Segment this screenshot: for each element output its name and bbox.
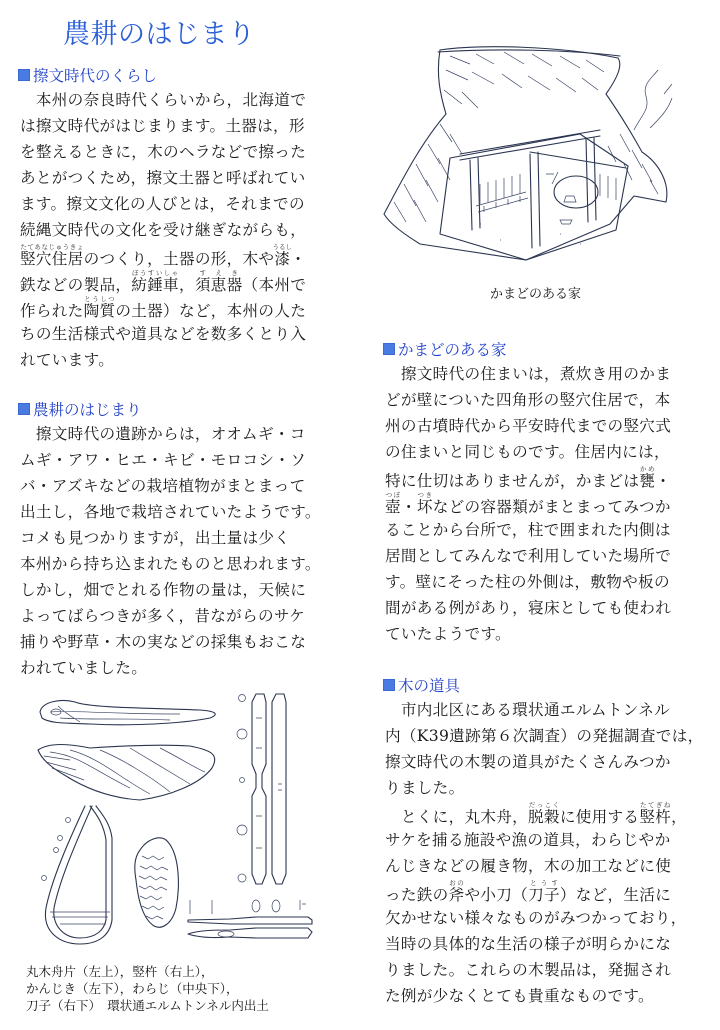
text-segment: よってばらつきが多く，昔ながらのサケ	[20, 607, 305, 625]
ruby-word	[20, 243, 84, 268]
ruby-base: 斧	[448, 886, 465, 904]
text-segment: ることから台所で，柱で囲まれた内側は	[385, 521, 671, 539]
text-segment: ちの生活様式や道具などを数多くとり入	[20, 325, 307, 343]
ruby-reading: とうしつ	[83, 295, 116, 303]
text-segment: 擦文時代の住まいは，煮炊き用のかま	[385, 365, 672, 383]
text-line	[385, 879, 703, 905]
text-line	[20, 473, 321, 499]
text-line	[20, 139, 306, 165]
ruby-reading: おの	[448, 879, 465, 887]
text-segment: 擦文時代の木製の道具がたくさんみつか	[385, 753, 671, 771]
section-body-agriculture	[20, 421, 321, 681]
text-segment: ，	[671, 808, 688, 826]
section-body-kamado-house	[385, 361, 671, 647]
text-segment: 作られた	[20, 302, 84, 320]
house-caption: かまどのある家	[490, 287, 582, 302]
tools-caption	[26, 963, 269, 1014]
section-heading-text: かまどのある家	[398, 341, 507, 359]
text-line	[20, 421, 321, 447]
text-line	[20, 113, 306, 139]
text-segment: われていました。	[20, 659, 148, 677]
text-line	[385, 595, 671, 621]
text-segment: しかし，畑でとれる作物の量は，天候に	[20, 581, 307, 599]
text-line	[20, 447, 321, 473]
section-body-wooden-tools	[385, 697, 703, 1009]
section-heading-wooden-tools	[383, 674, 460, 696]
text-line	[385, 413, 671, 439]
text-line	[385, 827, 703, 853]
text-line	[385, 723, 703, 749]
page-title: 農耕のはじまり	[63, 19, 256, 50]
square-bullet-icon	[18, 69, 30, 81]
text-segment: ・	[290, 250, 307, 268]
text-segment: コメも見つかりますが，出土量は少く	[20, 529, 291, 547]
text-segment: ・	[655, 472, 672, 490]
text-segment: ます。擦文文化の人びとは，それまでの	[20, 195, 305, 213]
text-segment: （本州で	[242, 276, 307, 294]
wooden-tools-icon	[30, 688, 340, 950]
kanjiki-snowshoe-drawing	[42, 806, 113, 944]
dugout-canoe-drawing	[40, 700, 215, 724]
caption-line: 丸木舟片（左上），竪杵（右上），	[26, 964, 214, 979]
text-segment: バ・アズキなどの栽培植物がまとまって	[20, 477, 306, 495]
text-line	[385, 517, 671, 543]
text-segment: ていたようです。	[385, 625, 511, 643]
text-segment: す。壁にそった柱の外側は，敷物や板の	[385, 573, 670, 591]
caption-line: 刀子（右下） 環状通エルムトンネル内出土	[26, 998, 269, 1013]
ruby-word	[194, 269, 243, 294]
text-segment: ・	[400, 498, 417, 516]
text-segment: のつくり，土器の形，木や	[83, 250, 275, 268]
text-segment: サケを捕る施設や漁の道具，わらじやか	[385, 831, 671, 849]
ruby-word	[385, 491, 401, 516]
text-segment: 本州から持ち込まれたものと思われます。	[20, 555, 321, 573]
ruby-word	[639, 465, 656, 490]
text-segment: などの容器類がまとまってみつか	[432, 498, 671, 516]
ruby-reading: とうす	[528, 879, 560, 887]
text-segment: の住まいと同じものです。住居内には，	[385, 443, 670, 461]
text-line	[385, 957, 703, 983]
text-line	[385, 749, 703, 775]
ruby-word	[448, 879, 465, 904]
ruby-reading: すえき	[194, 269, 243, 277]
ruby-base: 須恵器	[194, 276, 243, 294]
text-line	[20, 87, 306, 113]
section-heading-kamado-house	[383, 338, 507, 360]
text-segment: 擦文時代の遺跡からは，オオムギ・コ	[20, 425, 306, 443]
text-segment: んじきなどの履き物，木の加工などに使	[385, 857, 672, 875]
text-segment: 捕りや野草・木の実などの採集もおこな	[20, 633, 307, 651]
section-heading-satsumon-life	[18, 64, 157, 86]
text-segment: った鉄の	[385, 886, 449, 904]
text-line	[385, 931, 703, 957]
text-line	[385, 697, 703, 723]
text-segment: 欠かせない様々なものがみつかっており，	[385, 909, 687, 927]
text-line	[385, 801, 703, 827]
text-line	[20, 191, 306, 217]
text-segment: りました。これらの木製品は，発掘され	[385, 961, 672, 979]
text-segment: とくに，丸木舟，	[385, 808, 529, 826]
text-line	[20, 499, 321, 525]
ruby-word	[528, 801, 560, 826]
tousu-knife-drawing	[188, 900, 312, 938]
ruby-base: 坏	[416, 498, 433, 516]
ruby-word	[639, 801, 672, 826]
text-line	[20, 269, 306, 295]
text-line	[20, 603, 321, 629]
ruby-word	[131, 269, 179, 294]
waraji-sandal-drawing	[135, 838, 179, 927]
text-segment: 当時の具体的な生活の様子が明らかにな	[385, 935, 672, 953]
ruby-reading: だっこく	[528, 801, 560, 809]
text-segment: 市内北区にある環状通エルムトンネル	[385, 701, 670, 719]
text-segment: は擦文時代がはじまります。土器は，形	[20, 117, 305, 135]
text-segment: を整えるときに，木のヘラなどで擦った	[20, 143, 307, 161]
text-line	[20, 655, 321, 681]
section-body-satsumon-life	[20, 87, 306, 373]
text-line	[385, 543, 671, 569]
ruby-reading: かめ	[639, 465, 656, 473]
text-line	[20, 525, 321, 551]
text-line	[385, 569, 671, 595]
text-segment: りました。	[385, 779, 465, 797]
ruby-reading: つき	[416, 491, 433, 499]
text-line	[20, 243, 306, 269]
pit-dwelling-icon	[380, 34, 690, 270]
ruby-base: 竪杵	[639, 808, 672, 826]
square-bullet-icon	[18, 403, 30, 415]
section-heading-text: 農耕のはじまり	[33, 401, 142, 419]
kamado-house-illustration	[380, 34, 690, 270]
wooden-tools-illustration	[30, 688, 340, 950]
dugout-canoe-section-drawing	[38, 745, 215, 801]
text-line	[20, 629, 321, 655]
tateginu-pestle-drawing	[237, 694, 286, 884]
text-segment: 鉄などの製品，	[20, 276, 132, 294]
text-line	[385, 361, 671, 387]
text-line	[385, 491, 671, 517]
text-line	[20, 577, 321, 603]
text-segment: れています。	[20, 351, 115, 369]
text-line	[20, 347, 306, 373]
text-segment: ムギ・アワ・ヒエ・キビ・モロコシ・ソ	[20, 451, 307, 469]
text-segment: に使用する	[559, 808, 640, 826]
text-line	[385, 621, 671, 647]
text-segment: 出土し，各地で栽培されていたようです。	[20, 503, 321, 521]
text-segment: 内（K39遺跡第６次調査）の発掘調査では，	[385, 727, 704, 745]
text-line	[20, 321, 306, 347]
ruby-base: 陶質	[83, 302, 116, 320]
text-line	[20, 165, 306, 191]
text-segment: や小刀（	[464, 886, 529, 904]
ruby-word	[83, 295, 116, 320]
ruby-word	[272, 243, 293, 268]
section-heading-text: 擦文時代のくらし	[33, 67, 158, 85]
text-segment: 居間としてみんなで利用していた場所で	[385, 547, 672, 565]
text-line	[385, 983, 703, 1009]
text-line	[20, 217, 306, 243]
text-segment: あとがつくため，擦文土器と呼ばれてい	[20, 169, 306, 187]
ruby-base: 刀子	[528, 886, 560, 904]
section-heading-agriculture	[18, 398, 142, 420]
text-segment: 州の古墳時代から平安時代までの竪穴式	[385, 417, 672, 435]
caption-line: かんじき（左下），わらじ（中央下），	[26, 981, 239, 996]
text-line	[20, 295, 306, 321]
text-line	[20, 551, 321, 577]
text-line	[385, 775, 703, 801]
ruby-reading: つぼ	[385, 491, 401, 499]
ruby-base: 壺	[385, 498, 401, 516]
ruby-base: 脱穀	[528, 808, 560, 826]
text-segment: 間がある例があり，寝床としても使われ	[385, 599, 672, 617]
ruby-base: 甕	[639, 472, 656, 490]
text-segment: た例が少なくとても貴重なものです。	[385, 987, 654, 1005]
square-bullet-icon	[383, 343, 395, 355]
text-segment: 続縄文時代の文化を受け継ぎながらも，	[20, 221, 307, 239]
square-bullet-icon	[383, 679, 395, 691]
ruby-reading: ぼうすいしゃ	[131, 269, 179, 277]
ruby-word	[416, 491, 433, 516]
text-segment: の土器）など，本州の人た	[115, 302, 307, 320]
ruby-reading: たてぎね	[639, 801, 672, 809]
text-line	[385, 387, 671, 413]
text-segment: 特に仕切はありませんが，かまどは	[385, 472, 640, 490]
ruby-base: 竪穴住居	[20, 250, 84, 268]
ruby-reading: たてあなじゅうきょ	[20, 243, 84, 251]
ruby-base: 紡錘車	[131, 276, 179, 294]
text-line	[385, 465, 671, 491]
text-segment: ，	[178, 276, 195, 294]
ruby-word	[528, 879, 560, 904]
text-segment: どが壁についた四角形の竪穴住居で，本	[385, 391, 671, 409]
ruby-base: 漆	[272, 250, 293, 268]
text-segment: 本州の奈良時代くらいから，北海道で	[20, 91, 307, 109]
ruby-reading: うるし	[272, 243, 293, 251]
text-line	[385, 853, 703, 879]
section-heading-text: 木の道具	[398, 677, 461, 695]
text-segment: ）など，生活に	[559, 886, 672, 904]
text-line	[385, 439, 671, 465]
text-line	[385, 905, 703, 931]
